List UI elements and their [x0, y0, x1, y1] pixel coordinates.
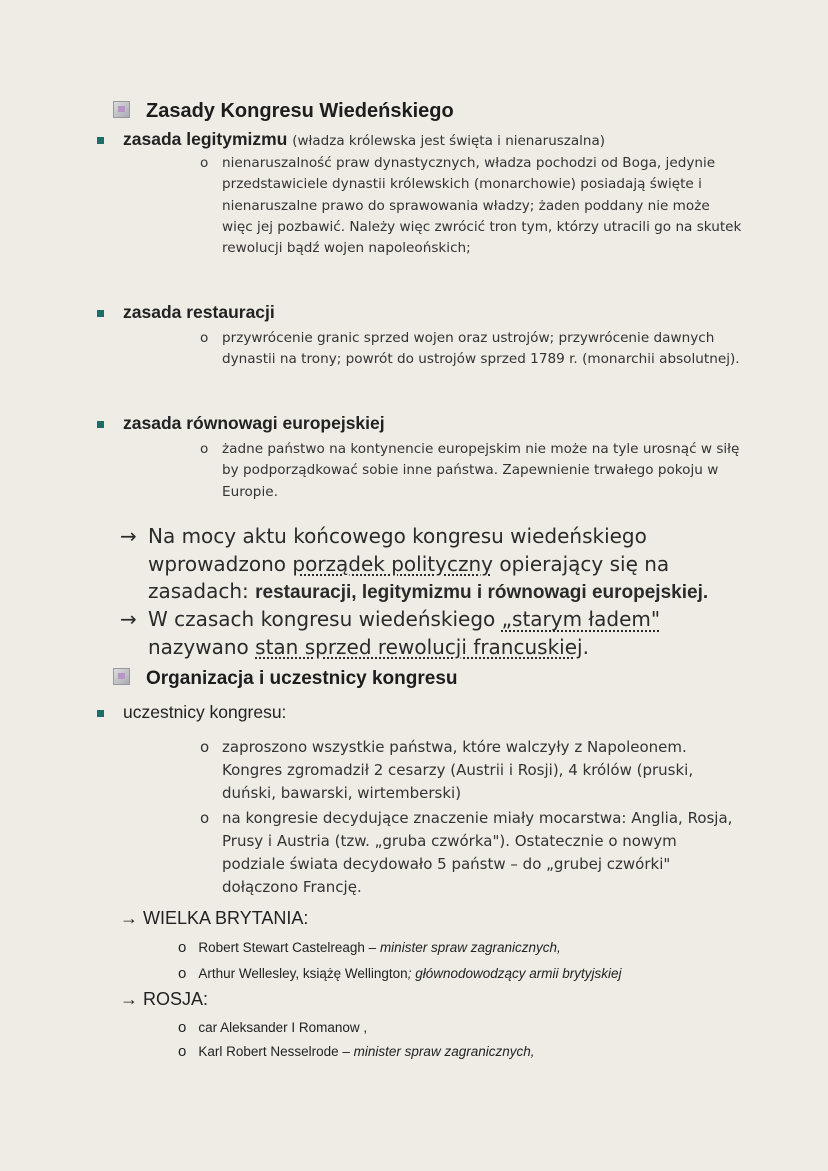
detail-text: na kongresie decydujące znaczenie miały mocarstwa: Anglia, Rosja, Prusy i Austria (tzw. „gruba czwórka"). Ostatecznie o nowym podziale świata decydowało 5 państw – do „grubej czwórki" dołączono Francję.	[222, 809, 733, 896]
title: zasada legitymizmu	[123, 129, 288, 149]
principle-detail	[200, 439, 742, 503]
t: WIELKA BRYTANIA:	[143, 908, 309, 928]
t: minister spraw zagranicznych,	[353, 1044, 535, 1059]
t: porządek polityczny	[292, 551, 493, 576]
t: restauracji, legitymizmu i równowagi europejskiej.	[255, 582, 709, 603]
principle-detail	[200, 328, 742, 371]
t: minister spraw zagranicznych,	[379, 940, 561, 955]
arrow-note	[120, 523, 720, 607]
circle-bullet-icon: o	[200, 809, 210, 827]
detail-text: zaproszono wszystkie państwa, które walczyły z Napoleonem. Kongres zgromadził 2 cesarzy (Austrii i Rosji), 4 królów (pruski, duński, bawarski, wirtemberski)	[222, 738, 694, 802]
t: W czasach kongresu wiedeńskiego	[148, 607, 502, 631]
heading-text: Organizacja i uczestnicy kongresu	[146, 668, 458, 689]
arrow-icon: →	[120, 607, 137, 631]
circle-bullet-icon: o	[200, 738, 210, 756]
participants-label: uczestnicy kongresu:	[123, 702, 287, 722]
t: Robert Stewart Castelreagh –	[198, 940, 380, 955]
detail-text: nienaruszalność praw dynastycznych, władza pochodzi od Boga, jedynie przedstawiciele dynastii królewskich (monarchowie) posiadają święte i nienaruszalne prawo do sprawowania władzy; żaden poddany nie może więc jej pozbawić. Należy więc zwrócić tron tym, którzy utracili go na skutek rewolucji bądź wojen napoleońskich;	[222, 155, 742, 257]
participants-detail	[200, 807, 742, 899]
bullet-icon	[97, 137, 104, 144]
t: Arthur Wellesley, książę Wellington	[198, 966, 408, 981]
country-heading: → ROSJA:	[120, 989, 209, 1009]
t: ; głównodowodzący armii brytyjskiej	[407, 966, 622, 981]
t: „starym ładem"	[501, 607, 661, 631]
t: Na mocy aktu końcowego kongresu wiedeńskiego wprowadzono	[148, 524, 647, 576]
section-heading	[113, 668, 458, 690]
heading-text: Zasady Kongresu Wiedeńskiego	[146, 100, 454, 122]
bullet-icon	[97, 421, 104, 428]
heading-icon	[113, 101, 130, 118]
detail-text: żadne państwo na kontynencie europejskim nie może na tyle urosnąć w siłę by podporządkować sobie inne państwa. Zapewnienie trwałego pokoju w Europie.	[222, 441, 740, 500]
arrow-note	[120, 606, 720, 661]
circle-bullet-icon: o	[200, 330, 209, 346]
person-item: o Robert Stewart Castelreagh – minister spraw zagranicznych,	[178, 939, 561, 956]
section-heading	[113, 100, 454, 123]
person-item: o Karl Robert Nesselrode – minister spraw zagranicznych,	[178, 1043, 535, 1060]
circle-bullet-icon: o	[200, 441, 209, 457]
t: stan sprzed rewolucji francuskiej	[255, 634, 583, 659]
t: ROSJA:	[143, 989, 209, 1009]
person-item: o Arthur Wellesley, książę Wellington; głównodowodzący armii brytyjskiej	[178, 965, 622, 982]
heading-icon	[113, 668, 130, 685]
t: nazywano	[148, 634, 256, 659]
bullet-icon	[97, 710, 104, 717]
t: .	[582, 634, 589, 659]
t: Karl Robert Nesselrode –	[198, 1044, 354, 1059]
arrow-icon: →	[120, 524, 137, 548]
principle-title: zasada równowagi europejskiej	[123, 413, 385, 433]
participants-detail	[200, 736, 742, 805]
circle-bullet-icon: o	[200, 155, 209, 171]
bullet-icon	[97, 310, 104, 317]
detail-text: przywrócenie granic sprzed wojen oraz ustrojów; przywrócenie dawnych dynastii na trony; powrót do ustrojów sprzed 1789 r. (monarchii absolutnej).	[222, 330, 740, 368]
principle-title: zasada restauracji	[123, 302, 275, 322]
note: (władza królewska jest święta i nienaruszalna)	[292, 133, 605, 149]
principle-detail	[200, 153, 742, 259]
t: opierający się na zasadach:	[148, 551, 670, 603]
principle-title	[123, 129, 605, 150]
country-heading: → WIELKA BRYTANIA:	[120, 908, 309, 928]
person-item: o car Aleksander I Romanow ,	[178, 1019, 368, 1036]
t: car Aleksander I Romanow ,	[198, 1020, 368, 1035]
